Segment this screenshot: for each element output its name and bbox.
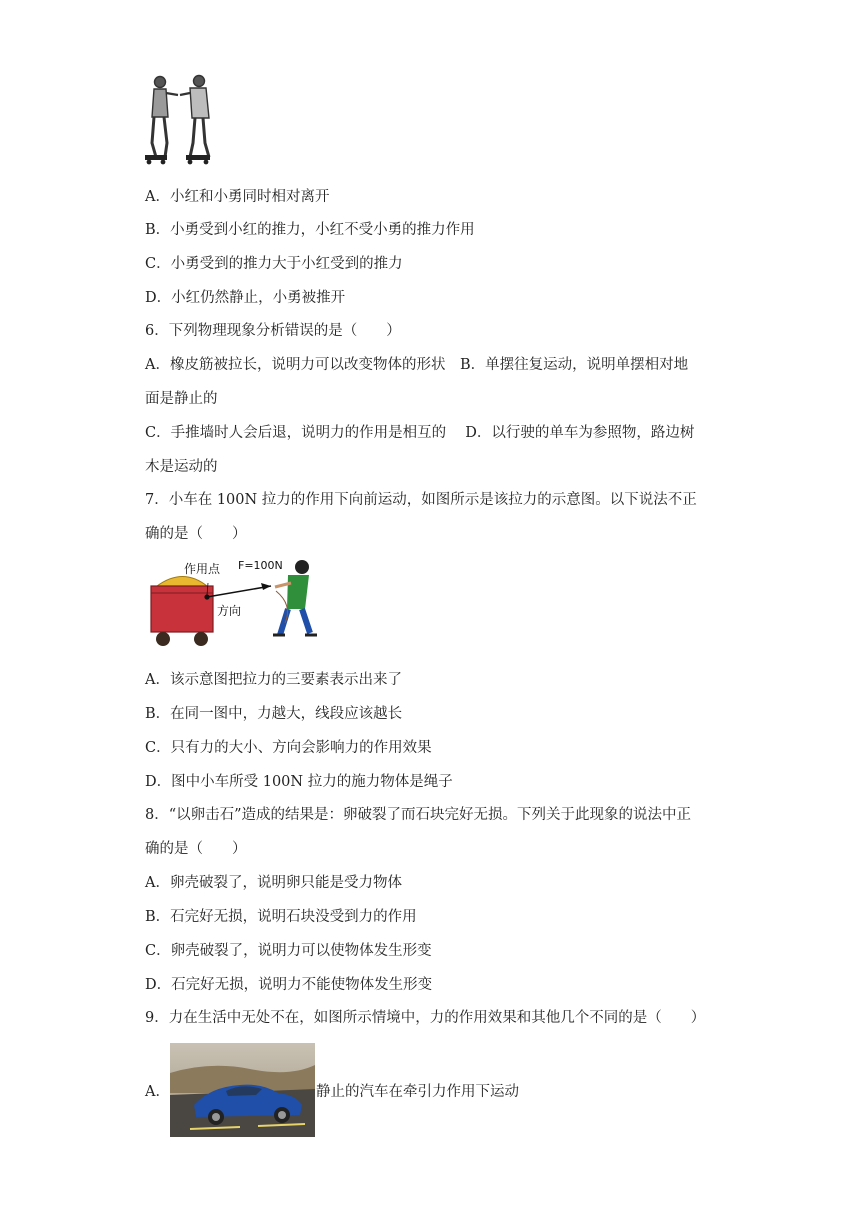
q7-option-b: B．在同一图中，力越大，线段应该越长 bbox=[145, 706, 403, 722]
q7-stem: 7．小车在 100N 拉力的作用下向前运动，如图所示是该拉力的示意图。以下说法不正 bbox=[145, 492, 697, 508]
diagram-label-force: F=100N bbox=[238, 559, 283, 572]
q9-option-a-text: 静止的汽车在牵引力作用下运动 bbox=[316, 1084, 519, 1100]
q7-stem-cont: 确的是（ ） bbox=[145, 526, 247, 542]
q6-options-ab: A．橡皮筋被拉长，说明力可以改变物体的形状 B．单摆往复运动，说明单摆相对地 bbox=[145, 357, 689, 373]
q8-stem-cont: 确的是（ ） bbox=[145, 841, 247, 857]
q8-stem: 8．“以卵击石”造成的结果是：卵破裂了而石块完好无损。下列关于此现象的说法中正 bbox=[145, 807, 692, 823]
q7-option-d: D．图中小车所受 100N 拉力的施力物体是绳子 bbox=[145, 774, 453, 790]
q6-options-ab-cont: 面是静止的 bbox=[145, 391, 218, 407]
q8-option-a: A．卵壳破裂了，说明卵只能是受力物体 bbox=[145, 875, 402, 891]
q8-option-b: B．石完好无损，说明石块没受到力的作用 bbox=[145, 909, 417, 925]
q6-stem: 6．下列物理现象分析错误的是（ ） bbox=[145, 323, 401, 339]
diagram-label-point: 作用点 bbox=[184, 562, 221, 576]
q8-option-c: C．卵壳破裂了，说明力可以使物体发生形变 bbox=[145, 943, 432, 959]
q5-option-c: C．小勇受到的推力大于小红受到的推力 bbox=[145, 256, 403, 272]
q6-options-cd-cont: 木是运动的 bbox=[145, 459, 218, 475]
q9-stem: 9．力在生活中无处不在，如图所示情境中，力的作用效果和其他几个不同的是（ ） bbox=[145, 1010, 706, 1026]
skaters-figure bbox=[143, 73, 223, 165]
q8-option-d: D．石完好无损，说明力不能使物体发生形变 bbox=[145, 977, 433, 993]
q7-option-c: C．只有力的大小、方向会影响力的作用效果 bbox=[145, 740, 432, 756]
car-photo bbox=[170, 1043, 315, 1137]
q5-option-b: B．小勇受到小红的推力，小红不受小勇的推力作用 bbox=[145, 222, 475, 238]
diagram-label-direction: 方向 bbox=[217, 604, 242, 618]
q5-option-a: A．小红和小勇同时相对离开 bbox=[145, 189, 330, 205]
force-diagram-figure bbox=[145, 553, 320, 658]
q9-option-a-letter: A． bbox=[145, 1084, 170, 1100]
q6-options-cd: C．手推墙时人会后退，说明力的作用是相互的 D．以行驶的单车为参照物，路边树 bbox=[145, 425, 695, 441]
q7-option-a: A．该示意图把拉力的三要素表示出来了 bbox=[145, 672, 402, 688]
q5-option-d: D．小红仍然静止，小勇被推开 bbox=[145, 290, 346, 306]
